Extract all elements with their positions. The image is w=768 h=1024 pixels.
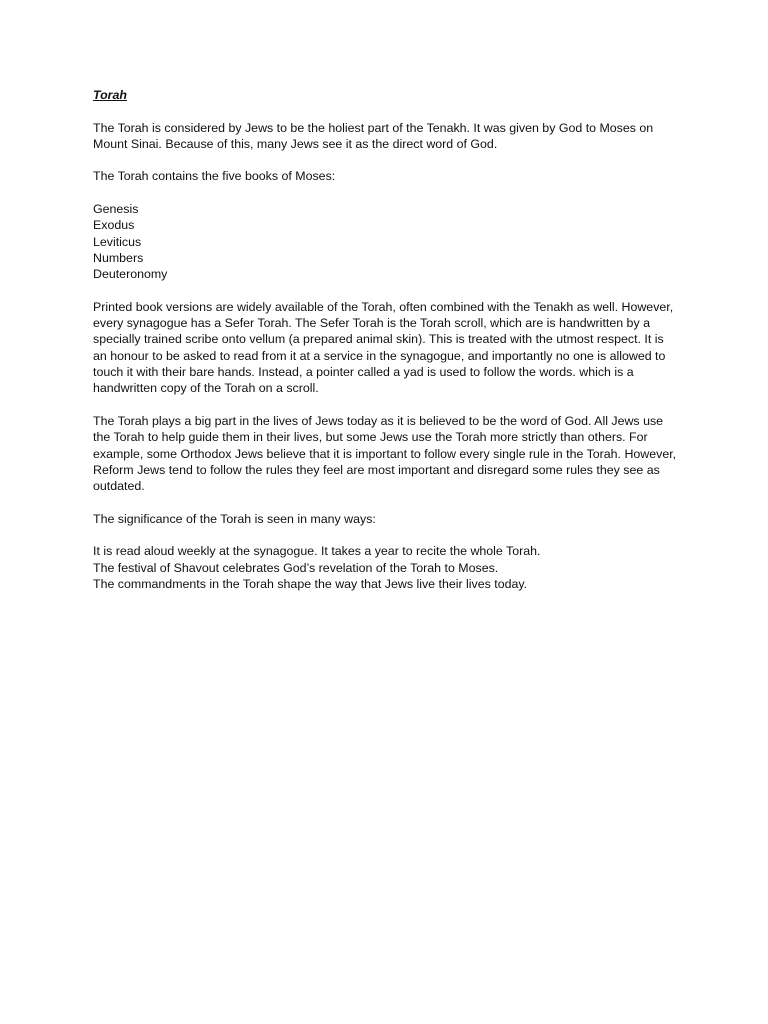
book-item: Numbers bbox=[93, 250, 144, 265]
significance-intro: The significance of the Torah is seen in many ways: bbox=[93, 511, 376, 526]
books-intro: The Torah contains the five books of Moses: bbox=[93, 169, 336, 184]
significance-item: The commandments in the Torah shape the way that Jews live their lives today. bbox=[93, 576, 528, 591]
book-item: Deuteronomy bbox=[93, 267, 168, 282]
significance-list bbox=[93, 543, 678, 592]
lives-paragraph: The Torah plays a big part in the lives of Jews today as it is believed to be the word of God. All Jews use the Torah to help guide them in their lives, but some Jews use the Torah more strictly than others. For example, some Orthodox Jews believe that it is important to follow every single rule in the Torah. However, Reform Jews tend to follow the rules they feel are most important and disregard some rules they see as outdated. bbox=[93, 413, 677, 494]
intro-paragraph: The Torah is considered by Jews to be the holiest part of the Tenakh. It was given by God to Moses on Mount Sinai. Because of this, many Jews see it as the direct word of God. bbox=[93, 120, 654, 151]
books-list bbox=[93, 201, 678, 282]
document-page bbox=[93, 87, 678, 592]
sefer-torah-paragraph: Printed book versions are widely available of the Torah, often combined with the Tenakh as well. However, every synagogue has a Sefer Torah. The Sefer Torah is the Torah scroll, which are is handwritten by a specially trained scribe onto vellum (a prepared animal skin). This is treated with the utmost respect. It is an honour to be asked to read from it at a service in the synagogue, and importantly no one is allowed to touch it with their bare hands. Instead, a pointer called a yad is used to follow the words. which is a handwritten copy of the Torah on a scroll. bbox=[93, 299, 674, 396]
book-item: Exodus bbox=[93, 218, 135, 233]
significance-item: The festival of Shavout celebrates God’s revelation of the Torah to Moses. bbox=[93, 560, 499, 575]
book-item: Leviticus bbox=[93, 234, 142, 249]
significance-item: It is read aloud weekly at the synagogue. It takes a year to recite the whole Torah. bbox=[93, 544, 541, 559]
book-item: Genesis bbox=[93, 202, 139, 217]
document-title: Torah bbox=[93, 88, 127, 102]
spacer bbox=[93, 103, 678, 119]
